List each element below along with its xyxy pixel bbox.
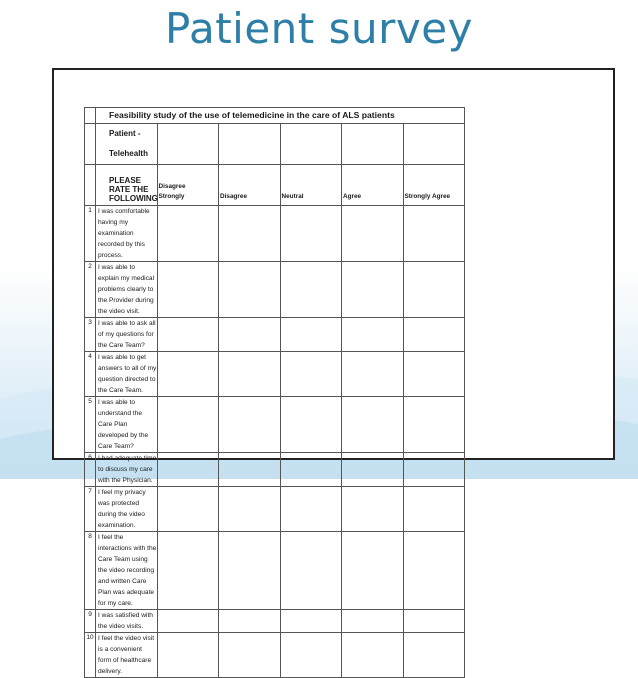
column-header-strongly-agree: Strongly Agree <box>403 165 465 206</box>
answer-cell-disagree-strongly[interactable] <box>157 318 219 352</box>
slide-title: Patient survey <box>165 4 473 53</box>
question-text: I was comfortable having my examination recorded by this process. <box>96 206 158 262</box>
answer-cell-agree[interactable] <box>342 633 404 678</box>
survey-question-row <box>85 487 465 532</box>
answer-cell-disagree[interactable] <box>219 352 281 397</box>
rate-label: PLEASE RATE THE FOLLOWING <box>96 165 158 206</box>
answer-cell-disagree-strongly[interactable] <box>157 453 219 487</box>
answer-cell-disagree-strongly[interactable] <box>157 532 219 610</box>
answer-cell-disagree-strongly[interactable] <box>157 487 219 532</box>
answer-cell-disagree-strongly[interactable] <box>157 352 219 397</box>
question-text: I feel my privacy was protected during the video examination. <box>96 487 158 532</box>
answer-cell-agree[interactable] <box>342 487 404 532</box>
column-header-disagree: Disagree <box>219 165 281 206</box>
answer-cell-agree[interactable] <box>342 453 404 487</box>
answer-cell-agree[interactable] <box>342 318 404 352</box>
question-number: 5 <box>85 397 96 453</box>
survey-question-row <box>85 397 465 453</box>
answer-cell-strongly-agree[interactable] <box>403 532 465 610</box>
answer-cell-disagree-strongly[interactable] <box>157 633 219 678</box>
answer-cell-strongly-agree[interactable] <box>403 397 465 453</box>
answer-cell-neutral[interactable] <box>280 487 342 532</box>
survey-question-row <box>85 633 465 678</box>
question-text: I was satisfied with the video visits. <box>96 610 158 633</box>
question-number: 9 <box>85 610 96 633</box>
survey-question-row <box>85 206 465 262</box>
answer-cell-disagree-strongly[interactable] <box>157 610 219 633</box>
question-number: 6 <box>85 453 96 487</box>
answer-cell-strongly-agree[interactable] <box>403 318 465 352</box>
answer-cell-disagree[interactable] <box>219 453 281 487</box>
survey-question-row <box>85 453 465 487</box>
answer-cell-disagree[interactable] <box>219 206 281 262</box>
answer-cell-strongly-agree[interactable] <box>403 633 465 678</box>
question-number: 8 <box>85 532 96 610</box>
column-header-agree: Agree <box>342 165 404 206</box>
answer-cell-neutral[interactable] <box>280 532 342 610</box>
column-header-neutral: Neutral <box>280 165 342 206</box>
answer-cell-disagree[interactable] <box>219 397 281 453</box>
question-text: I was able to explain my medical problems clearly to the Provider during the video visit. <box>96 262 158 318</box>
answer-cell-disagree-strongly[interactable] <box>157 206 219 262</box>
survey-question-row <box>85 610 465 633</box>
answer-cell-neutral[interactable] <box>280 633 342 678</box>
answer-cell-neutral[interactable] <box>280 453 342 487</box>
column-header-line: Disagree <box>158 183 186 190</box>
answer-cell-agree[interactable] <box>342 397 404 453</box>
answer-cell-agree[interactable] <box>342 532 404 610</box>
answer-cell-disagree[interactable] <box>219 487 281 532</box>
answer-cell-strongly-agree[interactable] <box>403 206 465 262</box>
survey-form-table <box>84 107 465 678</box>
column-header-disagree-strongly <box>157 165 219 206</box>
answer-cell-disagree[interactable] <box>219 262 281 318</box>
question-number: 1 <box>85 206 96 262</box>
answer-cell-agree[interactable] <box>342 262 404 318</box>
question-number: 2 <box>85 262 96 318</box>
question-number: 4 <box>85 352 96 397</box>
survey-question-row <box>85 352 465 397</box>
header-num-cell <box>85 108 96 124</box>
question-text: I was able to get answers to all of my question directed to the Care Team. <box>96 352 158 397</box>
survey-question-row <box>85 532 465 610</box>
answer-cell-disagree[interactable] <box>219 610 281 633</box>
question-text: I had adequate time to discuss my care with the Physician. <box>96 453 158 487</box>
answer-cell-strongly-agree[interactable] <box>403 453 465 487</box>
answer-cell-disagree-strongly[interactable] <box>157 262 219 318</box>
answer-cell-neutral[interactable] <box>280 262 342 318</box>
question-text: I feel the interactions with the Care Team using the video recording and written Care Plan was adequate for my care. <box>96 532 158 610</box>
column-header-line: Strongly <box>158 193 185 200</box>
answer-cell-strongly-agree[interactable] <box>403 487 465 532</box>
question-number: 7 <box>85 487 96 532</box>
answer-cell-strongly-agree[interactable] <box>403 610 465 633</box>
answer-cell-neutral[interactable] <box>280 206 342 262</box>
survey-question-row <box>85 318 465 352</box>
study-title: Feasibility study of the use of telemedicine in the care of ALS patients <box>96 108 465 124</box>
survey-subtitle: Patient - Telehealth <box>96 124 158 165</box>
answer-cell-neutral[interactable] <box>280 610 342 633</box>
survey-question-row <box>85 262 465 318</box>
answer-cell-disagree[interactable] <box>219 633 281 678</box>
question-text: I was able to understand the Care Plan developed by the Care Team? <box>96 397 158 453</box>
answer-cell-neutral[interactable] <box>280 397 342 453</box>
question-number: 10 <box>85 633 96 678</box>
answer-cell-agree[interactable] <box>342 352 404 397</box>
answer-cell-neutral[interactable] <box>280 352 342 397</box>
answer-cell-agree[interactable] <box>342 206 404 262</box>
question-number: 3 <box>85 318 96 352</box>
answer-cell-neutral[interactable] <box>280 318 342 352</box>
answer-cell-disagree[interactable] <box>219 532 281 610</box>
answer-cell-strongly-agree[interactable] <box>403 262 465 318</box>
question-text: I feel the video visit is a convenient form of healthcare delivery. <box>96 633 158 678</box>
answer-cell-disagree-strongly[interactable] <box>157 397 219 453</box>
question-text: I was able to ask all of my questions for the Care Team? <box>96 318 158 352</box>
answer-cell-disagree[interactable] <box>219 318 281 352</box>
rate-num-cell <box>85 165 96 206</box>
answer-cell-agree[interactable] <box>342 610 404 633</box>
answer-cell-strongly-agree[interactable] <box>403 352 465 397</box>
subtitle-num-cell <box>85 124 96 165</box>
